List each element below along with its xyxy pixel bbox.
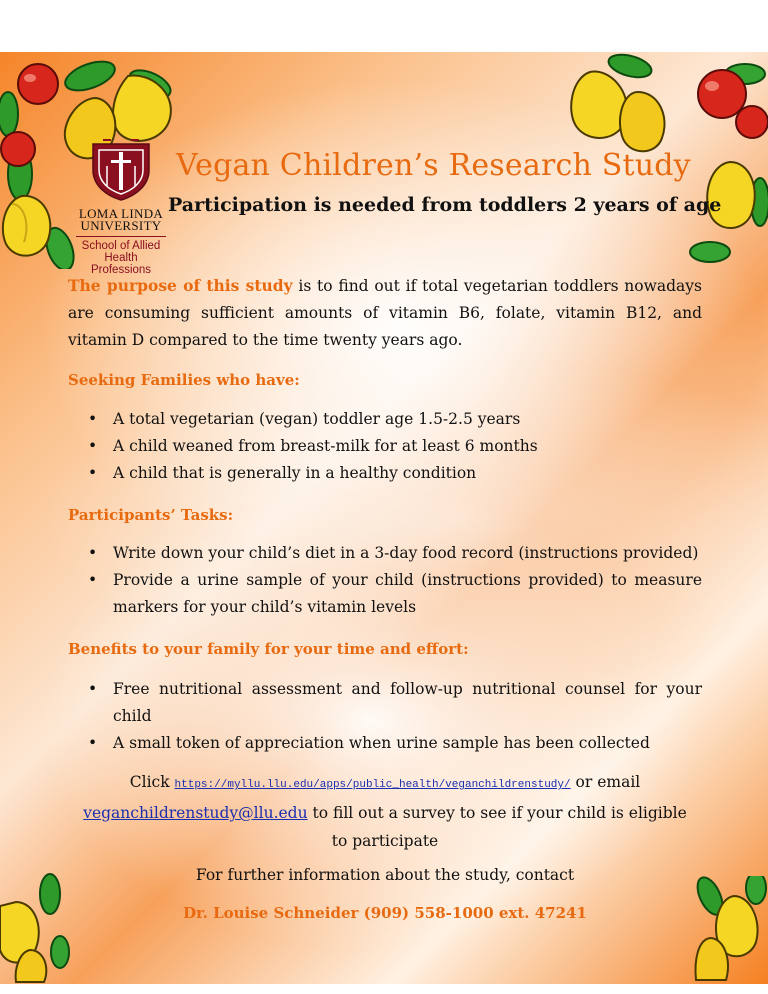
tasks-list [68,540,702,621]
purpose-paragraph [68,272,702,354]
survey-instructions [68,768,702,855]
page-title: Vegan Children’s Research Study [176,148,691,183]
page-subtitle: Participation is needed from toddlers 2 years of age [168,194,722,216]
leaf-icon [51,936,69,968]
list-item: • Provide a urine sample of your child (instructions provided) to measure markers for your child’s vitamin levels [68,567,702,621]
seeking-heading: Seeking Families who have: [68,371,300,389]
seeking-list [68,406,702,487]
benefits-list [68,676,702,757]
contact-text: For further information about the study, contact [195,866,575,884]
leaf-icon [40,874,60,914]
purpose-lead: The purpose of this study [68,276,293,295]
list-item: • A total vegetarian (vegan) toddler age 1.5-2.5 years [68,406,702,433]
list-item: • A child that is generally in a healthy condition [68,460,702,487]
crest-icon [85,136,157,202]
tasks-heading: Participants’ Tasks: [68,506,234,524]
list-item: • Write down your child’s diet in a 3-day food record (instructions provided) [68,540,702,567]
list-item: • A child weaned from breast-milk for at least 6 months [68,433,702,460]
top-margin [0,0,768,52]
benefits-heading: Benefits to your family for your time and effort: [68,640,469,658]
email-link[interactable]: veganchildrenstudy@llu.edu [83,804,308,822]
university-name: LOMA LINDA UNIVERSITY [78,206,164,233]
fruit-decoration-bottom-left [0,872,72,986]
survey-text: to fill out a survey to see if your child is eligible [307,804,687,822]
list-item: • A small token of appreciation when urine sample has been collected [68,730,702,757]
fruit-decoration-bottom-right [690,876,768,986]
contact-person: Dr. Louise Schneider (909) 558-1000 ext. 47241 [183,904,587,922]
survey-link[interactable]: https://myllu.llu.edu/apps/public_health/veganchildrenstudy/ [174,779,571,791]
list-item: • Free nutritional assessment and follow-up nutritional counsel for your child [68,676,702,730]
university-logo [76,136,166,276]
survey-text-end: to participate [331,832,439,850]
or-email-label: or email [570,773,641,791]
school-name: School of Allied Health Professions [76,236,166,276]
leaf-icon [746,876,766,904]
bottom-margin [0,984,768,994]
purpose-text: is to find out if total vegetarian toddlers nowadays are consuming sufficient amounts of vitamin B6, folate, vitamin B12, and vitamin D compared to the time twenty years ago. [68,277,703,349]
click-label: Click [129,773,175,791]
